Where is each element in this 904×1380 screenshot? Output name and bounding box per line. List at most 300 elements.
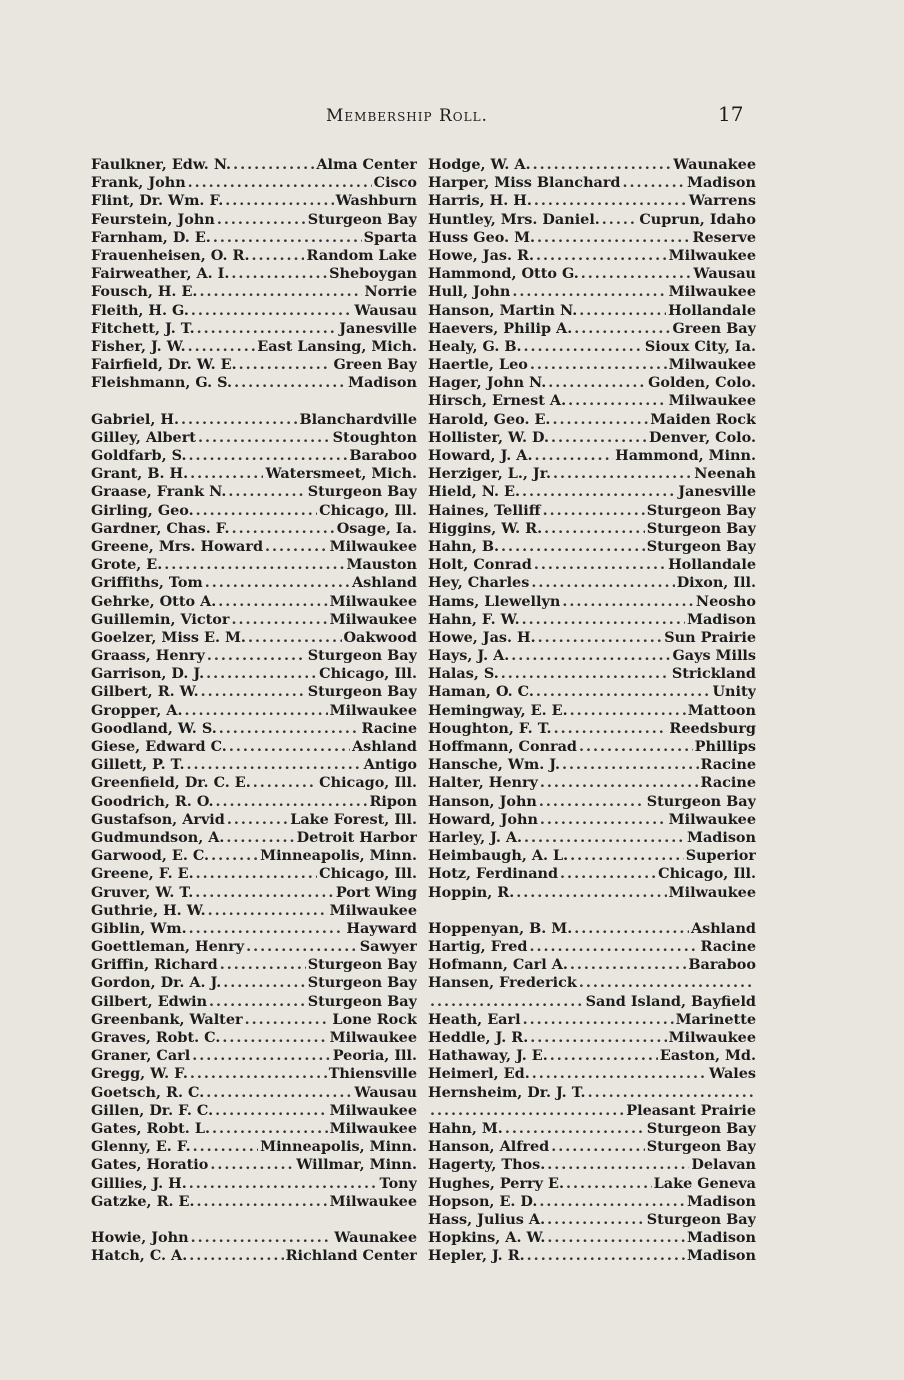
leader-dots <box>233 156 314 174</box>
member-name: Hahn, M. <box>428 1119 503 1137</box>
leader-dots <box>229 738 350 756</box>
roll-entry <box>91 502 417 520</box>
leader-dots <box>579 974 754 992</box>
roll-entry <box>91 811 417 829</box>
member-name: Hahn, F. W. <box>428 610 520 628</box>
leader-dots <box>579 302 666 320</box>
leader-dots <box>222 1029 327 1047</box>
member-name: Guillemin, Victor <box>91 610 230 628</box>
member-name: Fleishmann, G. S. <box>91 374 233 392</box>
leader-dots <box>527 1247 685 1265</box>
member-location: Random Lake <box>306 246 417 264</box>
member-name: Feurstein, John <box>91 210 215 228</box>
roll-entry <box>91 884 417 902</box>
roll-entry <box>91 574 417 592</box>
member-location: Sturgeon Bay <box>646 519 756 537</box>
member-name: Hams, Llewellyn <box>428 592 561 610</box>
roll-entry <box>428 1156 756 1174</box>
member-location: Mauston <box>346 556 417 574</box>
roll-entry <box>91 1229 417 1247</box>
roll-entry <box>91 611 417 629</box>
member-name: Huntley, Mrs. Daniel. <box>428 210 600 228</box>
member-location: Blanchardville <box>299 410 417 428</box>
member-name: Harper, Miss Blanchard <box>428 174 621 192</box>
roll-entry <box>91 793 417 811</box>
roll-entry <box>428 192 756 210</box>
member-name: Howie, John <box>91 1229 189 1247</box>
member-name: Guthrie, H. W. <box>91 901 206 919</box>
roll-entry <box>91 192 417 210</box>
member-name: Griffin, Richard <box>91 956 218 974</box>
roll-entry <box>91 847 417 865</box>
member-name: Grote, E. <box>91 556 163 574</box>
member-location: Alma Center <box>316 156 417 173</box>
member-location: Madison <box>687 1247 756 1265</box>
member-location: Milwaukee <box>329 1029 417 1046</box>
member-location: Hollandale <box>668 556 756 574</box>
member-location: Milwaukee <box>668 883 756 901</box>
page-header <box>0 100 904 130</box>
member-name: Greenfield, Dr. C. E. <box>91 774 251 792</box>
roll-entry <box>91 629 417 647</box>
leader-dots <box>579 738 693 756</box>
leader-dots <box>581 265 692 283</box>
member-name: Gillen, Dr. F. C. <box>91 1101 214 1119</box>
leader-dots <box>213 229 362 247</box>
member-name: Graass, Henry <box>91 647 205 665</box>
member-location: Dixon, Ill. <box>676 574 756 592</box>
member-location: Norrie <box>364 283 417 301</box>
member-location: Phillips <box>694 738 756 755</box>
leader-dots <box>191 1229 333 1247</box>
leader-dots <box>532 1065 707 1083</box>
roll-entry <box>428 338 756 356</box>
leader-dots <box>534 192 687 210</box>
leader-dots <box>537 229 690 247</box>
member-location: Green Bay <box>672 319 756 337</box>
roll-entry <box>428 665 756 683</box>
roll-entry <box>428 520 756 538</box>
member-location: Antigo <box>363 756 417 774</box>
member-location: Sturgeon Bay <box>646 537 756 555</box>
roll-entry <box>91 829 417 847</box>
roll-entry <box>428 738 756 756</box>
leader-dots <box>251 247 304 265</box>
leader-dots <box>501 538 645 556</box>
member-name: Gilbert, R. W. <box>91 683 199 701</box>
leader-dots <box>534 447 613 465</box>
member-name: Hoffmann, Conrad <box>428 738 577 755</box>
leader-dots <box>189 1247 283 1265</box>
member-name: Halter, Henry <box>428 774 538 792</box>
running-head: Membership Roll. <box>326 106 488 126</box>
blank-line <box>91 392 417 410</box>
roll-entry <box>91 702 417 720</box>
roll-entry <box>428 465 756 483</box>
roll-entry <box>91 1193 417 1211</box>
member-location: Lake Forest, Ill. <box>290 810 417 828</box>
roll-entry <box>428 756 756 774</box>
member-location: Cisco <box>373 174 417 192</box>
member-name: Hansen, Frederick <box>428 974 577 992</box>
member-location: Reedsburg <box>669 719 756 737</box>
leader-dots <box>522 483 676 501</box>
member-name: Goodland, W. S. <box>91 719 217 737</box>
roll-entry <box>428 392 756 410</box>
member-name: Hoppin, R. <box>428 883 515 901</box>
roll-entry <box>428 411 756 429</box>
leader-dots <box>533 156 672 174</box>
member-name: Flint, Dr. Wm. F. <box>91 192 224 210</box>
member-name: Hanson, John <box>428 792 537 810</box>
roll-entry <box>91 1011 417 1029</box>
roll-entry <box>91 902 417 920</box>
member-name: Grant, B. H. <box>91 465 189 483</box>
leader-dots <box>562 756 699 774</box>
leader-dots <box>547 1229 685 1247</box>
roll-entry <box>428 283 756 301</box>
leader-dots <box>516 884 666 902</box>
roll-entry <box>91 683 417 701</box>
leader-dots <box>524 338 643 356</box>
member-location: Chicago, Ill. <box>319 501 417 519</box>
member-name: Hughes, Perry E. <box>428 1174 564 1192</box>
roll-entry <box>91 756 417 774</box>
member-name: Holt, Conrad <box>428 556 532 574</box>
member-name: Hopkins, A. W. <box>428 1229 546 1247</box>
member-location: Reserve <box>692 228 756 246</box>
roll-entry <box>428 774 756 792</box>
leader-dots <box>524 829 685 847</box>
leader-dots <box>550 1047 658 1065</box>
member-name: Hager, John N. <box>428 374 547 392</box>
member-location: Madison <box>348 374 417 392</box>
member-location: Racine <box>700 756 756 774</box>
leader-dots <box>206 1084 352 1102</box>
member-name: Howard, John <box>428 810 538 828</box>
member-location: Milwaukee <box>329 701 417 719</box>
leader-dots <box>239 356 332 374</box>
roll-entry <box>428 356 756 374</box>
leader-dots <box>164 556 344 574</box>
member-name: Graves, Robt. C. <box>91 1029 221 1046</box>
leader-dots <box>227 811 288 829</box>
member-name: Frank, John <box>91 174 186 192</box>
member-name: Garwood, E. C. <box>91 847 210 865</box>
member-name: Huss Geo. M. <box>428 228 536 246</box>
roll-entry <box>428 593 756 611</box>
leader-dots <box>226 829 294 847</box>
member-name: Fitchett, J. T. <box>91 319 195 337</box>
member-location: Ashland <box>690 919 756 937</box>
roll-entry <box>91 302 417 320</box>
member-name: Fisher, J. W. <box>91 337 186 355</box>
leader-dots <box>534 556 666 574</box>
leader-dots <box>574 320 670 338</box>
leader-dots <box>184 702 327 720</box>
member-location: Milwaukee <box>329 1119 417 1137</box>
leader-dots <box>223 974 306 992</box>
member-name: Hotz, Ferdinand <box>428 865 559 883</box>
roll-entry <box>428 156 756 174</box>
member-location: Pleasant Prairie <box>626 1101 756 1119</box>
roll-entry <box>428 574 756 592</box>
roll-entry <box>428 538 756 556</box>
member-name: Higgins, W. R. <box>428 519 543 537</box>
member-location: Warrens <box>688 192 756 210</box>
member-name: Goldfarb, S. <box>91 447 187 464</box>
member-location: Detroit Harbor <box>296 828 417 846</box>
roll-entry <box>428 1175 756 1193</box>
roll-entry <box>91 738 417 756</box>
roll-entry <box>91 229 417 247</box>
member-location: Chicago, Ill. <box>319 665 417 683</box>
roll-entry <box>428 847 756 865</box>
leader-dots <box>220 956 306 974</box>
leader-dots <box>191 302 353 320</box>
leader-dots <box>547 1156 689 1174</box>
leader-dots <box>623 174 686 192</box>
leader-dots <box>430 993 584 1011</box>
member-location: Willmar, Minn. <box>296 1156 417 1174</box>
roll-entry <box>91 1175 417 1193</box>
leader-dots <box>206 665 317 683</box>
member-name: Howard, J. A. <box>428 447 533 464</box>
roll-entry <box>91 156 417 174</box>
leader-dots <box>568 392 667 410</box>
member-location: Baraboo <box>349 447 417 464</box>
roll-entry <box>91 320 417 338</box>
leader-dots <box>522 611 685 629</box>
leader-dots <box>574 920 689 938</box>
member-location: Wausau <box>354 301 417 319</box>
member-name: Gordon, Dr. A. J. <box>91 974 222 992</box>
member-name: Gillett, P. T. <box>91 756 185 774</box>
roll-entry <box>428 1065 756 1083</box>
member-location: Wausau <box>354 1083 417 1101</box>
leader-dots <box>208 902 328 920</box>
leader-dots <box>197 320 338 338</box>
member-name: Faulkner, Edw. N. <box>91 156 232 173</box>
member-location: Madison <box>687 1192 756 1210</box>
member-name: Goodrich, R. O. <box>91 792 214 810</box>
leader-dots <box>540 811 667 829</box>
member-location: Milwaukee <box>668 246 756 264</box>
member-location: Sun Prairie <box>664 628 756 646</box>
member-location: Denver, Colo. <box>648 428 756 446</box>
member-location: Oakwood <box>343 628 417 646</box>
roll-entry <box>428 1084 756 1102</box>
member-location: Peoria, Ill. <box>332 1047 417 1065</box>
roll-entry <box>428 920 756 938</box>
member-name: Graner, Carl <box>91 1047 191 1065</box>
member-location: Sturgeon Bay <box>307 956 417 974</box>
leader-dots <box>190 1065 327 1083</box>
member-name: Healy, G. B. <box>428 337 522 355</box>
roll-entry <box>428 174 756 192</box>
leader-dots <box>192 1047 331 1065</box>
member-location: Milwaukee <box>329 1192 417 1210</box>
roll-entry <box>428 829 756 847</box>
member-location: Port Wing <box>335 883 417 901</box>
member-location: Waunakee <box>334 1229 417 1247</box>
leader-dots <box>253 774 317 792</box>
roll-entry <box>428 865 756 883</box>
member-location: Milwaukee <box>668 1029 756 1046</box>
member-name: Gardner, Chas. F. <box>91 519 230 537</box>
member-location: Baraboo <box>688 956 756 974</box>
leader-dots <box>246 938 358 956</box>
roll-entry <box>91 1065 417 1083</box>
member-location: Sturgeon Bay <box>307 683 417 701</box>
member-location: Ripon <box>369 792 417 810</box>
leader-dots <box>501 665 670 683</box>
roll-entry <box>428 429 756 447</box>
member-location: Milwaukee <box>668 392 756 410</box>
roll-entry <box>428 556 756 574</box>
leader-dots <box>523 1011 674 1029</box>
member-name: Gehrke, Otto A. <box>91 592 217 610</box>
member-location: Wausau <box>693 265 756 283</box>
leader-dots <box>212 1120 328 1138</box>
leader-dots <box>530 1029 666 1047</box>
leader-dots <box>231 265 327 283</box>
member-name: Goelzer, Miss E. M. <box>91 628 246 646</box>
leader-dots <box>566 1175 652 1193</box>
member-name: Goetsch, R. C. <box>91 1083 205 1101</box>
roll-entry <box>428 993 756 1011</box>
member-location: Madison <box>687 610 756 628</box>
roll-entry <box>428 229 756 247</box>
roll-entry <box>428 320 756 338</box>
roll-entry <box>91 411 417 429</box>
member-name: Hey, Charles <box>428 574 530 592</box>
roll-entry <box>91 865 417 883</box>
leader-dots <box>529 938 698 956</box>
member-name: Hull, John <box>428 283 511 301</box>
roll-entry <box>428 1047 756 1065</box>
roll-entry <box>91 1156 417 1174</box>
member-name: Heath, Earl <box>428 1010 521 1028</box>
member-name: Hodge, W. A. <box>428 156 531 173</box>
member-location: Neenah <box>694 465 756 483</box>
member-name: Griffiths, Tom <box>91 574 203 592</box>
leader-dots <box>199 283 362 301</box>
leader-dots <box>189 1175 378 1193</box>
roll-entry <box>428 1029 756 1047</box>
roll-entry <box>428 483 756 501</box>
leader-dots <box>562 593 694 611</box>
member-location: Chicago, Ill. <box>658 865 756 883</box>
member-name: Haevers, Philip A. <box>428 319 573 337</box>
member-name: Herziger, L., Jr. <box>428 465 551 483</box>
member-name: Hass, Julius A. <box>428 1210 546 1228</box>
member-location: Sioux City, Ia. <box>644 337 756 355</box>
leader-dots <box>207 647 306 665</box>
member-name: Greenbank, Walter <box>91 1010 243 1028</box>
member-name: Hemingway, E. E. <box>428 701 568 719</box>
member-location: Racine <box>700 938 756 956</box>
leader-dots <box>552 411 648 429</box>
roll-entry <box>91 1120 417 1138</box>
member-location: Sturgeon Bay <box>307 992 417 1010</box>
member-location: Gays Mills <box>672 647 756 665</box>
member-location: Neosho <box>695 592 756 610</box>
member-location: Easton, Md. <box>659 1047 756 1065</box>
member-location: Milwaukee <box>668 810 756 828</box>
leader-dots <box>430 1102 624 1120</box>
leader-dots <box>543 502 645 520</box>
member-name: Hartig, Fred <box>428 938 528 956</box>
member-name: Gudmundson, A. <box>91 828 225 846</box>
member-location: Sand Island, Bayfield <box>585 992 756 1010</box>
member-location: Chicago, Ill. <box>319 865 417 883</box>
member-location: Milwaukee <box>329 1101 417 1119</box>
leader-dots <box>197 1193 328 1211</box>
leader-dots <box>588 1084 754 1102</box>
member-name: Gates, Robt. L. <box>91 1119 210 1137</box>
roll-entry <box>91 520 417 538</box>
roll-entry <box>91 374 417 392</box>
member-location: Washburn <box>335 192 417 210</box>
leader-dots <box>536 683 711 701</box>
leader-dots <box>218 593 327 611</box>
member-location: Hammond, Minn. <box>615 447 756 464</box>
leader-dots <box>560 865 656 883</box>
member-name: Gustafson, Arvid <box>91 810 225 828</box>
roll-entry <box>428 1193 756 1211</box>
member-location: Superior <box>685 847 756 865</box>
leader-dots <box>189 920 345 938</box>
member-location: Sturgeon Bay <box>646 1210 756 1228</box>
roll-entry <box>428 502 756 520</box>
member-name: Giblin, Wm. <box>91 919 187 937</box>
roll-entry <box>428 1138 756 1156</box>
roll-entry <box>428 702 756 720</box>
member-location: Osage, Ia. <box>336 519 417 537</box>
member-location: Maiden Rock <box>650 410 756 428</box>
roll-entry <box>91 429 417 447</box>
roll-entry <box>428 211 756 229</box>
member-location: Hayward <box>346 919 417 937</box>
leader-dots <box>193 1138 259 1156</box>
member-name: Fleith, H. G. <box>91 301 189 319</box>
roll-entry <box>428 720 756 738</box>
leader-dots <box>265 538 328 556</box>
roll-entry <box>91 665 417 683</box>
leader-dots <box>217 211 306 229</box>
roll-entry <box>91 647 417 665</box>
member-location: Sturgeon Bay <box>646 1119 756 1137</box>
member-location: Mattoon <box>687 701 756 719</box>
member-location: Strickland <box>671 665 756 683</box>
member-name: Hahn, B. <box>428 537 500 555</box>
leader-dots <box>209 993 306 1011</box>
member-name: Hollister, W. D. <box>428 428 549 446</box>
member-location: Watersmeet, Mich. <box>265 465 417 483</box>
roll-entry <box>428 265 756 283</box>
roll-entry <box>428 447 756 465</box>
right-column <box>428 156 756 1265</box>
member-name: Glenny, E. F. <box>91 1138 191 1156</box>
leader-dots <box>232 520 335 538</box>
roll-entry <box>91 465 417 483</box>
member-name: Hopson, E. D. <box>428 1192 538 1210</box>
member-location: Hollandale <box>668 301 756 319</box>
roll-entry <box>91 265 417 283</box>
roll-entry <box>91 356 417 374</box>
member-name: Frauenheisen, O. R. <box>91 246 250 264</box>
